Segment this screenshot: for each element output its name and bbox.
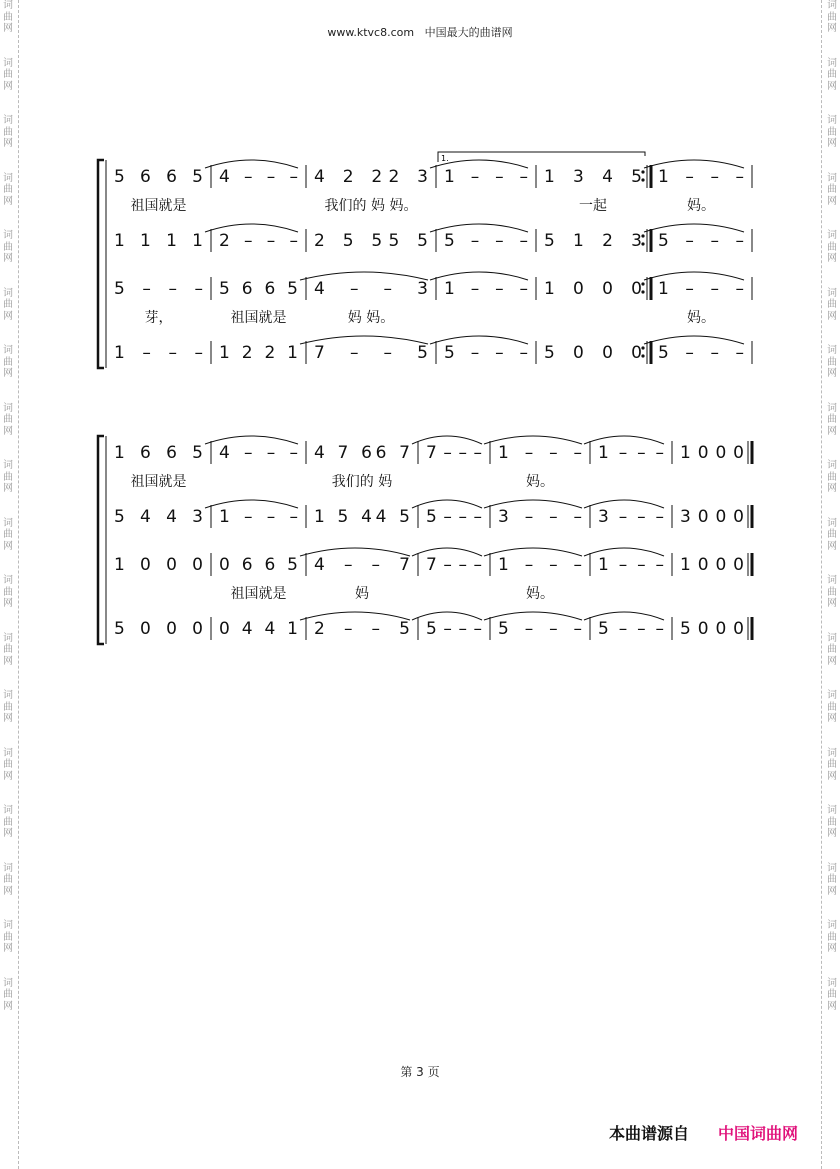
note-group: 7 – – 5 — [314, 343, 428, 363]
note-group: 1 – – – — [658, 279, 744, 299]
system-bracket — [98, 436, 104, 644]
note-group: 4 2 22 3 — [314, 167, 428, 187]
note-group: 1 – – – — [444, 167, 528, 187]
lyric-text: 妈 — [355, 586, 369, 602]
note-group: 1 – – – — [219, 507, 298, 527]
note-group: 1 6 6 5 — [114, 443, 203, 463]
note-group: 7 – – – — [426, 443, 482, 463]
note-group: 1 5 44 5 — [314, 507, 410, 527]
note-group: 2 – – – — [219, 231, 298, 251]
note-group: 5 6 6 5 — [114, 167, 203, 187]
note-group: 4 – – – — [219, 167, 298, 187]
note-group: 5 – – – — [444, 231, 528, 251]
note-group: 2 – – 5 — [314, 619, 410, 639]
lyric-text: 芽， — [144, 310, 173, 326]
note-group: 3 – – – — [598, 507, 664, 527]
note-group: 5 6 6 5 — [219, 279, 298, 299]
lyric-text: 一起 — [579, 198, 607, 214]
lyric-text: 祖国就是 — [230, 586, 287, 602]
volta-label: 1. — [441, 154, 449, 163]
note-group: 4 – – 7 — [314, 555, 410, 575]
score-system-1 — [98, 152, 752, 368]
note-group: 1 – – – — [598, 555, 664, 575]
note-group: 1 3 4 5 — [544, 167, 642, 187]
note-group: 1 – – – — [598, 443, 664, 463]
score-system-2 — [98, 436, 752, 644]
note-group: 0 6 6 5 — [219, 555, 298, 575]
lyric-text: 我们的 妈 妈。 — [324, 198, 418, 214]
note-group: 5 0 0 0 — [544, 343, 642, 363]
note-group: 0 4 4 1 — [219, 619, 298, 639]
note-group: 5 – – – — [658, 343, 744, 363]
lyric-text: 祖国就是 — [130, 198, 187, 214]
note-group: 4 – – – — [219, 443, 298, 463]
system-bracket — [98, 160, 104, 368]
note-group: 1 2 2 1 — [219, 343, 298, 363]
lyric-text: 妈。 — [526, 586, 554, 602]
lyric-text: 妈。 — [526, 474, 554, 490]
note-group: 1 – – – — [658, 167, 744, 187]
side-watermark-right: 词 曲 网 词 曲 网 词 曲 网 词 曲 网 词 曲 网 词 曲 网 词 曲 网 词 曲 网 词 曲 网 词 曲 网 词 曲 网 词 曲 网 词 曲 网 词 曲 网 词 曲 网 词 曲 网 词 曲 网 词 曲 网 — [827, 0, 837, 1012]
note-group: 3 – – – — [498, 507, 582, 527]
note-group: 5 – – – — [498, 619, 582, 639]
note-group: 5 4 4 3 — [114, 507, 203, 527]
note-group: 1 0 0 0 — [114, 555, 203, 575]
page-number: 第 3 页 — [400, 1065, 440, 1079]
lyric-text: 祖国就是 — [230, 310, 287, 326]
lyric-text: 妈。 — [687, 310, 715, 326]
header-site: www.ktvc8.com — [327, 26, 415, 39]
lyric-text: 我们的 妈 — [331, 474, 393, 490]
note-group: 1 0 0 0 — [544, 279, 642, 299]
lyric-text: 妈 妈。 — [347, 310, 395, 326]
note-group: 4 7 66 7 — [314, 443, 410, 463]
note-group: 1 0 0 0 — [680, 555, 744, 575]
note-group: 7 – – – — [426, 555, 482, 575]
source-label: 本曲谱源自 — [609, 1124, 690, 1143]
note-group: 1 0 0 0 — [680, 443, 744, 463]
note-group: 5 – – – — [658, 231, 744, 251]
header-title: 中国最大的曲谱网 — [424, 26, 513, 39]
note-group: 5 – – – — [114, 279, 203, 299]
side-watermark-left: 词 曲 网 词 曲 网 词 曲 网 词 曲 网 词 曲 网 词 曲 网 词 曲 网 词 曲 网 词 曲 网 词 曲 网 词 曲 网 词 曲 网 词 曲 网 词 曲 网 词 曲 网 词 曲 网 词 曲 网 词 曲 网 — [3, 0, 13, 1012]
note-group: 3 0 0 0 — [680, 507, 744, 527]
note-group: 5 0 0 0 — [114, 619, 203, 639]
lyric-text: 祖国就是 — [130, 474, 187, 490]
source-site: 中国词曲网 — [718, 1124, 799, 1143]
note-group: 1 – – – — [114, 343, 203, 363]
note-group: 1 1 1 1 — [114, 231, 203, 251]
note-group: 5 – – – — [444, 343, 528, 363]
note-group: 5 – – – — [426, 619, 482, 639]
note-group: 1 – – – — [498, 443, 582, 463]
note-group: 5 0 0 0 — [680, 619, 744, 639]
note-group: 5 – – – — [426, 507, 482, 527]
note-group: 1 – – – — [444, 279, 528, 299]
note-group: 5 – – – — [598, 619, 664, 639]
note-group: 2 5 55 5 — [314, 231, 428, 251]
note-group: 4 – – 3 — [314, 279, 428, 299]
note-group: 5 1 2 3 — [544, 231, 642, 251]
lyric-text: 妈。 — [687, 198, 715, 214]
note-group: 1 – – – — [498, 555, 582, 575]
